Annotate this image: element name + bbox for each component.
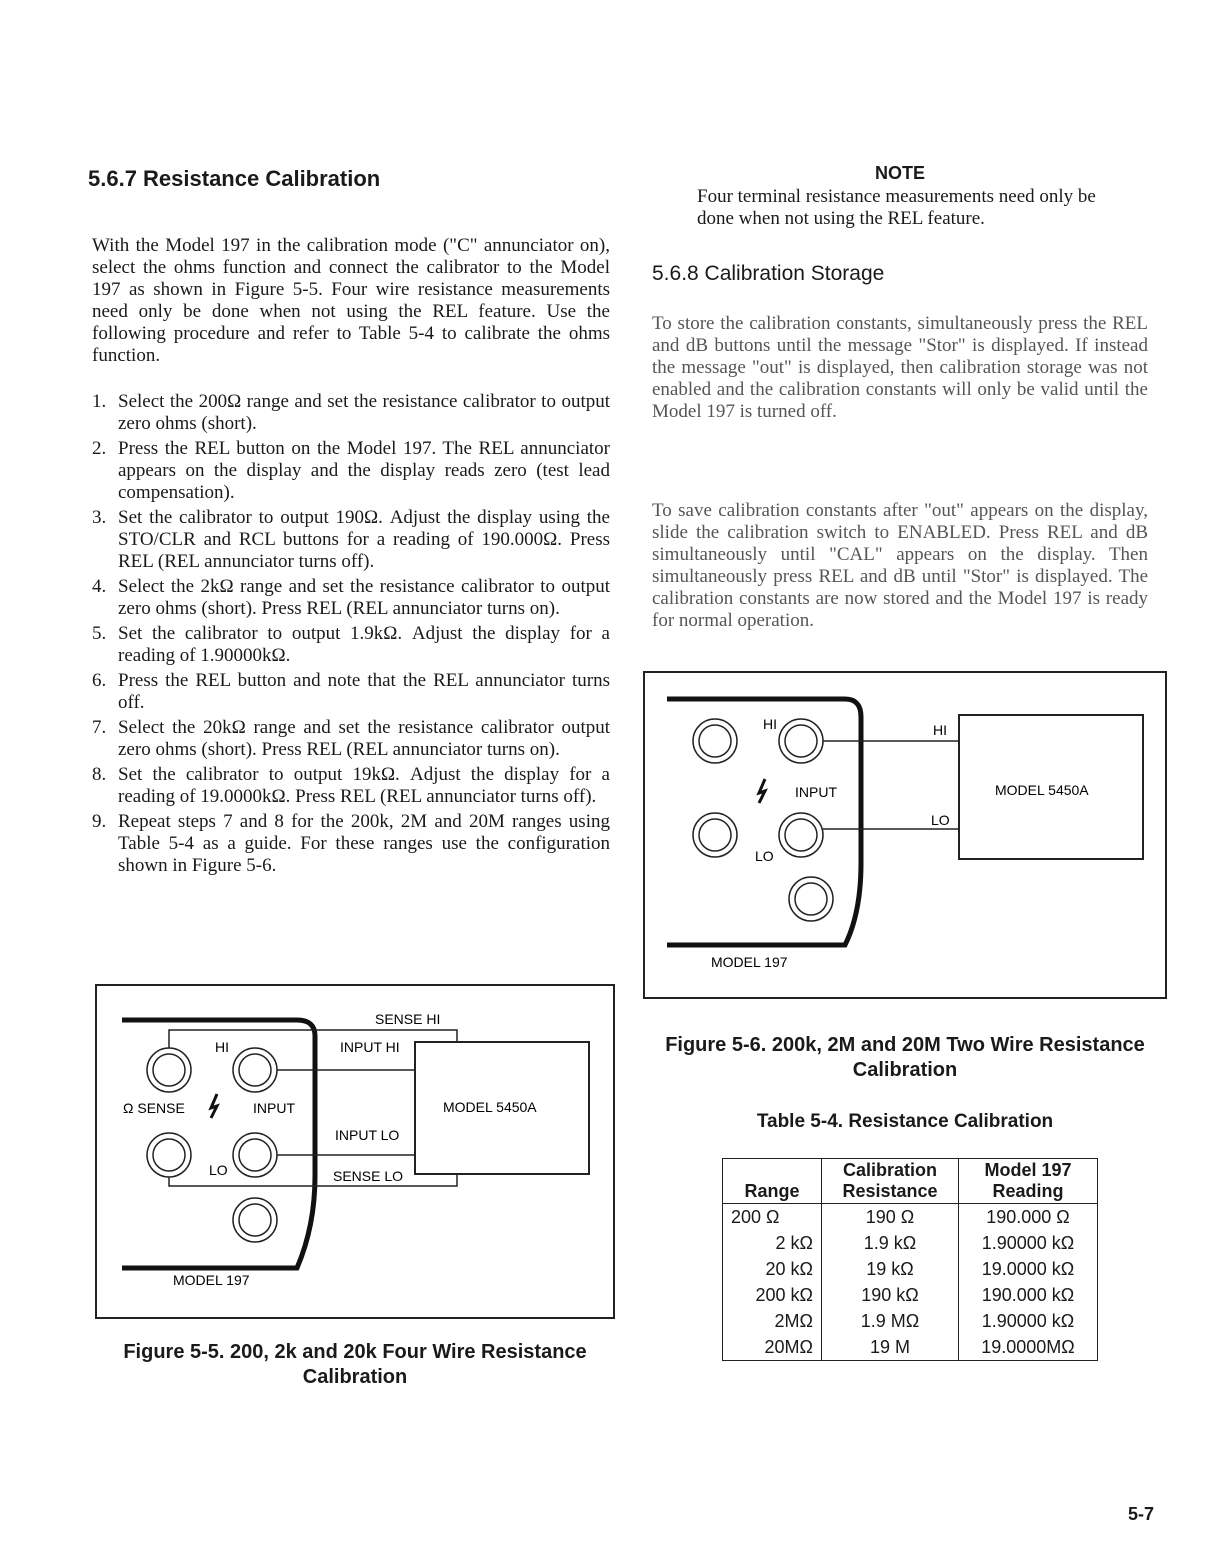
table-row: 20 kΩ 19 kΩ 19.0000 kΩ <box>723 1256 1098 1282</box>
table-row: 200 Ω 190 Ω 190.000 Ω <box>723 1204 1098 1231</box>
list-item: 2. Press the REL button on the Model 197. The REL annunciator appears on the display and the display reads zero (test lead compensation). <box>92 438 610 503</box>
label-lo-left: LO <box>755 848 774 864</box>
column-header-calibration-resistance: Calibration Resistance <box>822 1159 959 1204</box>
label-input: INPUT <box>253 1100 295 1116</box>
model-197-outline <box>667 699 861 945</box>
storage-paragraph-1: To store the calibration constants, simultaneously press the REL and dB buttons until the message "Stor" is displayed. If instead the message "out" is displayed, then calibration storage was not enabled and the calibration constants will only be valid until the Model 197 is turned off. <box>652 313 1148 422</box>
table-header-row <box>723 1159 1098 1204</box>
label-model-197: MODEL 197 <box>711 954 788 970</box>
note-title: NOTE <box>874 163 925 183</box>
table-row: 20MΩ 19 M 19.0000MΩ <box>723 1334 1098 1361</box>
list-item: 1. Select the 200Ω range and set the resistance calibrator to output zero ohms (short). <box>92 391 610 434</box>
figure-5-5-caption: Figure 5-5. 200, 2k and 20k Four Wire Resistance Calibration <box>123 1341 587 1388</box>
list-item: 3. Set the calibrator to output 190Ω. Adjust the display using the STO/CLR and RCL buttons for a reading of 190.000Ω. Press REL (REL annunciator turns off). <box>92 507 610 572</box>
intro-paragraph: With the Model 197 in the calibration mode ("C" annunciator on), select the ohms function and connect the calibrator to the Model 197 as shown in Figure 5-5. Four wire resistance measurements need only be done when not using the REL feature. Use the following procedure and refer to Table 5-4 to calibrate the ohms function. <box>92 235 610 366</box>
list-item: 8. Set the calibrator to output 19kΩ. Adjust the display for a reading of 19.0000kΩ. Press REL (REL annunciator turns off). <box>92 764 610 807</box>
table-row: 2MΩ 1.9 MΩ 1.90000 kΩ <box>723 1308 1098 1334</box>
label-lo-right: LO <box>931 812 950 828</box>
table-row: 2 kΩ 1.9 kΩ 1.90000 kΩ <box>723 1230 1098 1256</box>
figure-5-6-caption: Figure 5-6. 200k, 2M and 20M Two Wire Resistance Calibration <box>665 1034 1145 1081</box>
label-sense-lo: SENSE LO <box>333 1168 404 1184</box>
calibration-steps <box>92 391 610 880</box>
list-item: 6. Press the REL button and note that the REL annunciator turns off. <box>92 670 610 713</box>
label-input-lo: INPUT LO <box>335 1127 400 1143</box>
label-model-197: MODEL 197 <box>173 1272 250 1288</box>
label-hi-right: HI <box>933 722 947 738</box>
list-item: 9. Repeat steps 7 and 8 for the 200k, 2M and 20M ranges using Table 5-4 as a guide. For these ranges use the configuration shown in Figure 5-6. <box>92 811 610 876</box>
label-omega-sense: Ω SENSE <box>123 1100 185 1116</box>
page-number: 5-7 <box>1128 1504 1155 1524</box>
column-header-model-197-reading: Model 197 Reading <box>959 1159 1098 1204</box>
label-input: INPUT <box>795 784 837 800</box>
label-model-5450a: MODEL 5450A <box>995 782 1089 798</box>
lightning-icon <box>759 779 765 803</box>
list-item: 4. Select the 2kΩ range and set the resistance calibrator to output zero ohms (short). Press REL (REL annunciator turns on). <box>92 576 610 619</box>
lightning-icon <box>211 1094 217 1118</box>
figure-5-6-frame <box>643 671 1167 999</box>
figure-5-5-diagram <box>97 986 613 1317</box>
column-header-range: Range <box>723 1159 822 1204</box>
figure-5-6-diagram <box>645 673 1165 997</box>
figure-5-5-frame <box>95 984 615 1319</box>
label-hi-left: HI <box>763 716 777 732</box>
section-heading-resistance-calibration: 5.6.7 Resistance Calibration <box>88 166 381 191</box>
storage-paragraph-2: To save calibration constants after "out" appears on the display, slide the calibration switch to ENABLED. Press REL and dB simultaneously until "CAL" appears on the display. Then simultaneously press REL and dB until "Stor" is displayed. The calibration constants are now stored and the Model 197 is ready for normal operation. <box>652 500 1148 631</box>
note-text: Four terminal resistance measurements need only be done when not using the REL feature. <box>697 186 1096 229</box>
list-item: 5. Set the calibrator to output 1.9kΩ. Adjust the display for a reading of 1.90000kΩ. <box>92 623 610 666</box>
table-row: 200 kΩ 190 kΩ 190.000 kΩ <box>723 1282 1098 1308</box>
label-sense-hi: SENSE HI <box>375 1011 441 1027</box>
label-input-hi: INPUT HI <box>340 1039 400 1055</box>
table-title: Table 5-4. Resistance Calibration <box>756 1111 1054 1132</box>
list-item: 7. Select the 20kΩ range and set the resistance calibrator output zero ohms (short). Press REL (REL annunciator turns on). <box>92 717 610 760</box>
label-model-5450a: MODEL 5450A <box>443 1099 537 1115</box>
label-lo: LO <box>209 1162 228 1178</box>
resistance-calibration-table <box>722 1158 1098 1361</box>
section-heading-calibration-storage: 5.6.8 Calibration Storage <box>652 262 885 285</box>
label-hi: HI <box>215 1039 229 1055</box>
